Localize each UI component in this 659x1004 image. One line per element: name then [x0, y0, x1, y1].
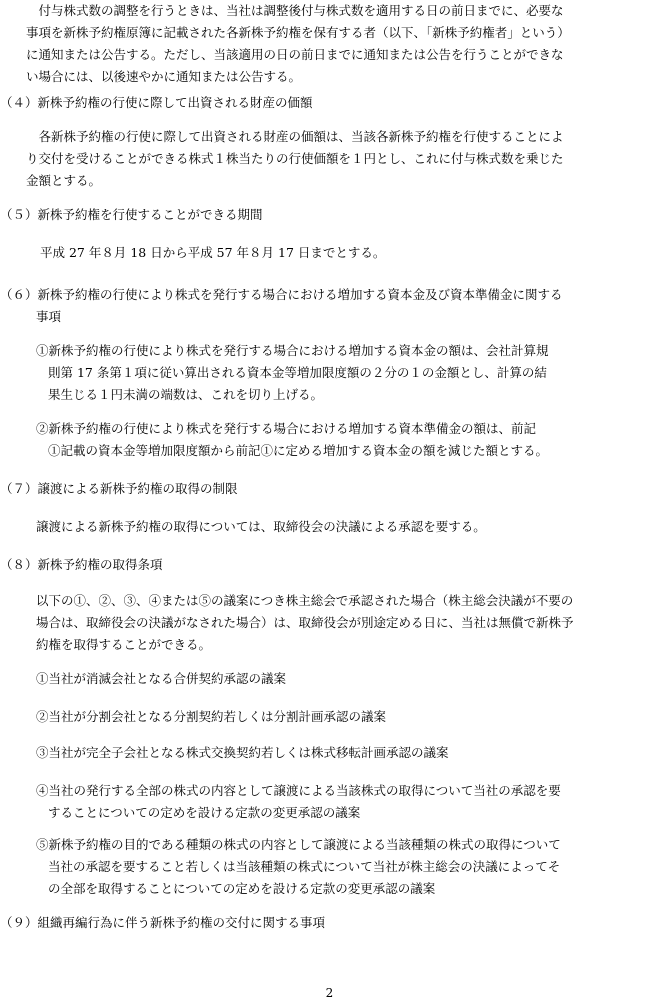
- section-6-item-2: [36, 418, 548, 462]
- section-8-item-4: [36, 780, 561, 824]
- section-6-item-1-line: 果生じる１円未満の端数は、これを切り上げる。: [48, 387, 324, 402]
- section-8-line: 場合は、取締役会の決議がなされた場合）は、取締役会が別途定める日に、当社は無償で新株予: [36, 615, 574, 630]
- section-8-item-2: ②当社が分割会社となる分割契約若しくは分割計画承認の議案: [36, 709, 387, 724]
- section-8-body: [36, 590, 574, 656]
- section-8-heading: （８）新株予約権の取得条項: [0, 557, 163, 572]
- section-6-item-1-line: ①新株予約権の行使により株式を発行する場合における増加する資本金の額は、会社計算規: [36, 343, 549, 358]
- section-6-heading: [0, 284, 563, 328]
- section-8-item-5-line: ⑤新株予約権の目的である種類の株式の内容として譲渡による当該種類の株式の取得について: [36, 837, 561, 852]
- section-4-line: 金額とする。: [26, 173, 102, 188]
- section-4-line: 各新株予約権の行使に際して出資される財産の価額は、当該各新株予約権を行使することによ: [26, 129, 564, 144]
- section-7-body: 譲渡による新株予約権の取得については、取締役会の決議による承認を要する。: [36, 519, 486, 534]
- section-5-body: 平成 27 年８月 18 日から平成 57 年８月 17 日までとする。: [40, 245, 386, 260]
- section-8-line: 以下の①、②、③、④または⑤の議案につき株主総会で承認された場合（株主総会決議が不要の: [36, 593, 574, 608]
- section-9-heading: （９）組織再編行為に伴う新株予約権の交付に関する事項: [0, 915, 326, 930]
- section-6-item-1-line: 則第 17 条第１項に従い算出される資本金等増加限度額の２分の１の金額とし、計算の結: [48, 365, 547, 380]
- intro-line: 事項を新株予約権原簿に記載された各新株予約権を保有する者（以下、「新株予約権者」という）: [26, 25, 570, 40]
- section-6-heading-line: （６）新株予約権の行使により株式を発行する場合における増加する資本金及び資本準備金に関する: [0, 287, 563, 302]
- section-4-body: [26, 126, 564, 192]
- intro-paragraph: [26, 0, 570, 88]
- section-8-item-4-line: することについての定めを設ける定款の変更承認の議案: [48, 805, 361, 820]
- section-7-heading: （７）譲渡による新株予約権の取得の制限: [0, 481, 238, 496]
- section-8-item-5-line: 当社の承認を要すること若しくは当該種類の株式について当社が株主総会の決議によってそ: [48, 859, 561, 874]
- section-8-line: 約権を取得することができる。: [36, 637, 212, 652]
- section-6-heading-line: 事項: [36, 309, 62, 324]
- page-number: 2: [325, 986, 334, 1000]
- section-8-item-1: ①当社が消滅会社となる合併契約承認の議案: [36, 671, 287, 686]
- section-6-item-2-line: ②新株予約権の行使により株式を発行する場合における増加する資本準備金の額は、前記: [36, 421, 537, 436]
- section-6-item-2-line: ①記載の資本金等増加限度額から前記①に定める増加する資本金の額を減じた額とする。: [48, 443, 549, 458]
- section-8-item-3: ③当社が完全子会社となる株式交換契約若しくは株式移転計画承認の議案: [36, 745, 449, 760]
- section-8-item-4-line: ④当社の発行する全部の株式の内容として譲渡による当該株式の取得について当社の承認を要: [36, 783, 561, 798]
- intro-line: 付与株式数の調整を行うときは、当社は調整後付与株式数を適用する日の前日までに、必要な: [26, 3, 564, 18]
- intro-line: に通知または公告する。ただし、当該適用の日の前日までに通知または公告を行うことができな: [26, 47, 564, 62]
- section-6-item-1: [36, 340, 549, 406]
- section-4-heading: （４）新株予約権の行使に際して出資される財産の価額: [0, 95, 313, 110]
- intro-line: い場合には、以後速やかに通知または公告する。: [26, 69, 302, 84]
- section-4-line: り交付を受けることができる株式１株当たりの行使価額を１円とし、これに付与株式数を乗じた: [26, 151, 564, 166]
- section-5-heading: （５）新株予約権を行使することができる期間: [0, 207, 263, 222]
- section-8-item-5: [36, 834, 561, 900]
- section-8-item-5-line: の全部を取得することについての定めを設ける定款の変更承認の議案: [48, 881, 436, 896]
